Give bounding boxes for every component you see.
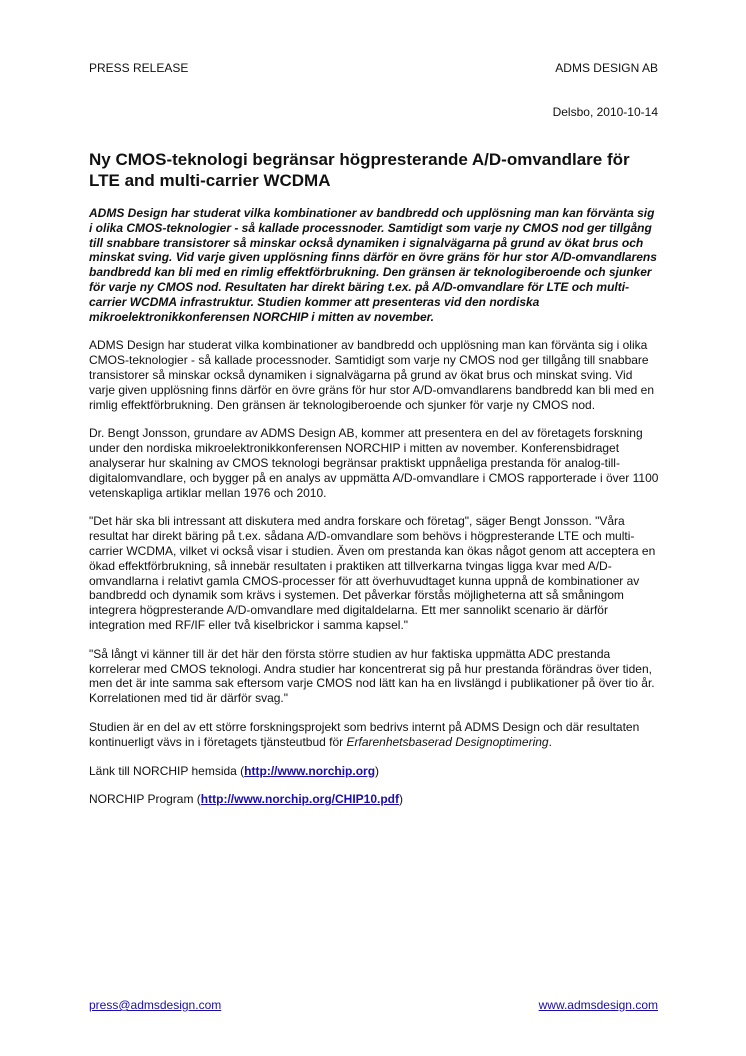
article-body	[89, 149, 661, 821]
header-company-name: ADMS DESIGN AB	[555, 61, 658, 75]
closing-paragraph	[89, 720, 661, 750]
norchip-link-label: Länk till NORCHIP hemsida (	[89, 763, 245, 778]
program-link-line	[89, 792, 661, 807]
closing-period: .	[548, 734, 552, 749]
body-paragraph: Dr. Bengt Jonsson, grundare av ADMS Design AB, kommer att presentera en del av företagets forskning under den nordiska mikroelektronikkonferensen NORCHIP i mitten av november. Konferensbidraget analyserar hur skalning av CMOS teknologi begränsar praktiskt uppnåeliga prestanda för analog-till-digitalomvandlare, och bygger på en analys av uppmätta A/D-omvandlare i CMOS rapporterade i över 1100 vetenskapliga artiklar mellan 1976 och 2010.	[89, 426, 659, 500]
quote-paragraph: "Det här ska bli intressant att diskutera med andra forskare och företag", säger Bengt Jonsson. "Våra resultat har direkt bäring på t.ex. sådana A/D-omvandlare som behövs i högpresterande LTE och multi-carrier WCDMA, vilket vi också visar i studien. Även om prestanda kan ökas något genom att acceptera en ökad effektförbrukning, så innebär resultaten i praktiken att tillverkarna tvingas ligga kvar med A/D-omvandlarna i relativt gamla CMOS-processer för att överhuvudtaget kunna uppnå de kombinationer av bandbredd och dynamik som krävs i systemen. Det påverkar förstås möjligheterna att så småningom integrera högpresterande A/D-omvandlare med digitaldelarna. Ett mer sannolikt scenario är därför integration med RF/IF eller två kiselbrickor i samma kapsel."	[89, 514, 656, 632]
body-paragraph: ADMS Design har studerat vilka kombinationer av bandbredd och upplösning man kan förvänta sig i olika CMOS-teknologier - så kallade processnoder. Samtidigt som varje ny CMOS nod ger tillgång till snabbare transistorer så minskar också dynamiken i signalvägarna på grund av ökat brus och minskat sving. Vid varje given upplösning finns därför en övre gräns för hur stor A/D-omvandlarens bandbredd kan bli med en rimlig effektförbrukning. Den gränsen är teknologiberoende och sjunker för varje ny CMOS nod.	[89, 338, 654, 412]
quote-paragraph: "Så långt vi känner till är det här den första större studien av hur faktiska uppmätta ADC prestanda korrelerar med CMOS teknologi. Andra studier har koncentrerat sig på hur prestanda förändras över tiden, men det är inte samma sak eftersom varje CMOS nod lätt kan ha en livslängd i publikationer på över tio år. Korrelationen med tid är därför svag."	[89, 646, 655, 706]
program-link-label: NORCHIP Program (	[89, 792, 201, 807]
norchip-link-line	[89, 764, 661, 779]
program-link-close: )	[399, 792, 404, 807]
release-date: Delsbo, 2010-10-14	[552, 105, 658, 119]
headline: Ny CMOS-teknologi begränsar högpresterande A/D-omvandlare för LTE and multi-carrier WCDMA	[89, 150, 630, 190]
norchip-homepage-link[interactable]: http://www.norchip.org	[244, 763, 376, 778]
website-link[interactable]: www.admsdesign.com	[538, 998, 658, 1012]
closing-text: Studien är en del av ett större forskningsprojekt som bedrivs internt på ADMS Design och där resultaten kontinuerligt vävs in i företagets tjänsteutbud för	[89, 719, 640, 749]
norchip-program-link[interactable]: http://www.norchip.org/CHIP10.pdf	[200, 792, 400, 807]
closing-emphasis: Erfarenhetsbaserad Designoptimering	[346, 734, 549, 749]
header-press-release: PRESS RELEASE	[89, 61, 189, 75]
press-email-link[interactable]: press@admsdesign.com	[89, 998, 222, 1012]
lead-paragraph: ADMS Design har studerat vilka kombinationer av bandbredd och upplösning man kan förvänta sig i olika CMOS-teknologier - så kallade processnoder. Samtidigt som varje ny CMOS nod ger tillgång till snabbare transistorer så minskar också dynamiken i signalvägarna på grund av ökat brus och minskat sving. Vid varje given upplösning finns därför en övre gräns för hur stor A/D-omvandlarens bandbredd kan bli med en rimlig effektförbrukning. Den gränsen är teknologiberoende och sjunker för varje ny CMOS nod. Resultaten har direkt bäring t.ex. på A/D-omvandlare för LTE och multi-carrier WCDMA infrastruktur. Studien kommer att presenteras vid den nordiska mikroelektronikkonferensen NORCHIP i mitten av november.	[89, 206, 657, 324]
norchip-link-close: )	[375, 763, 380, 778]
